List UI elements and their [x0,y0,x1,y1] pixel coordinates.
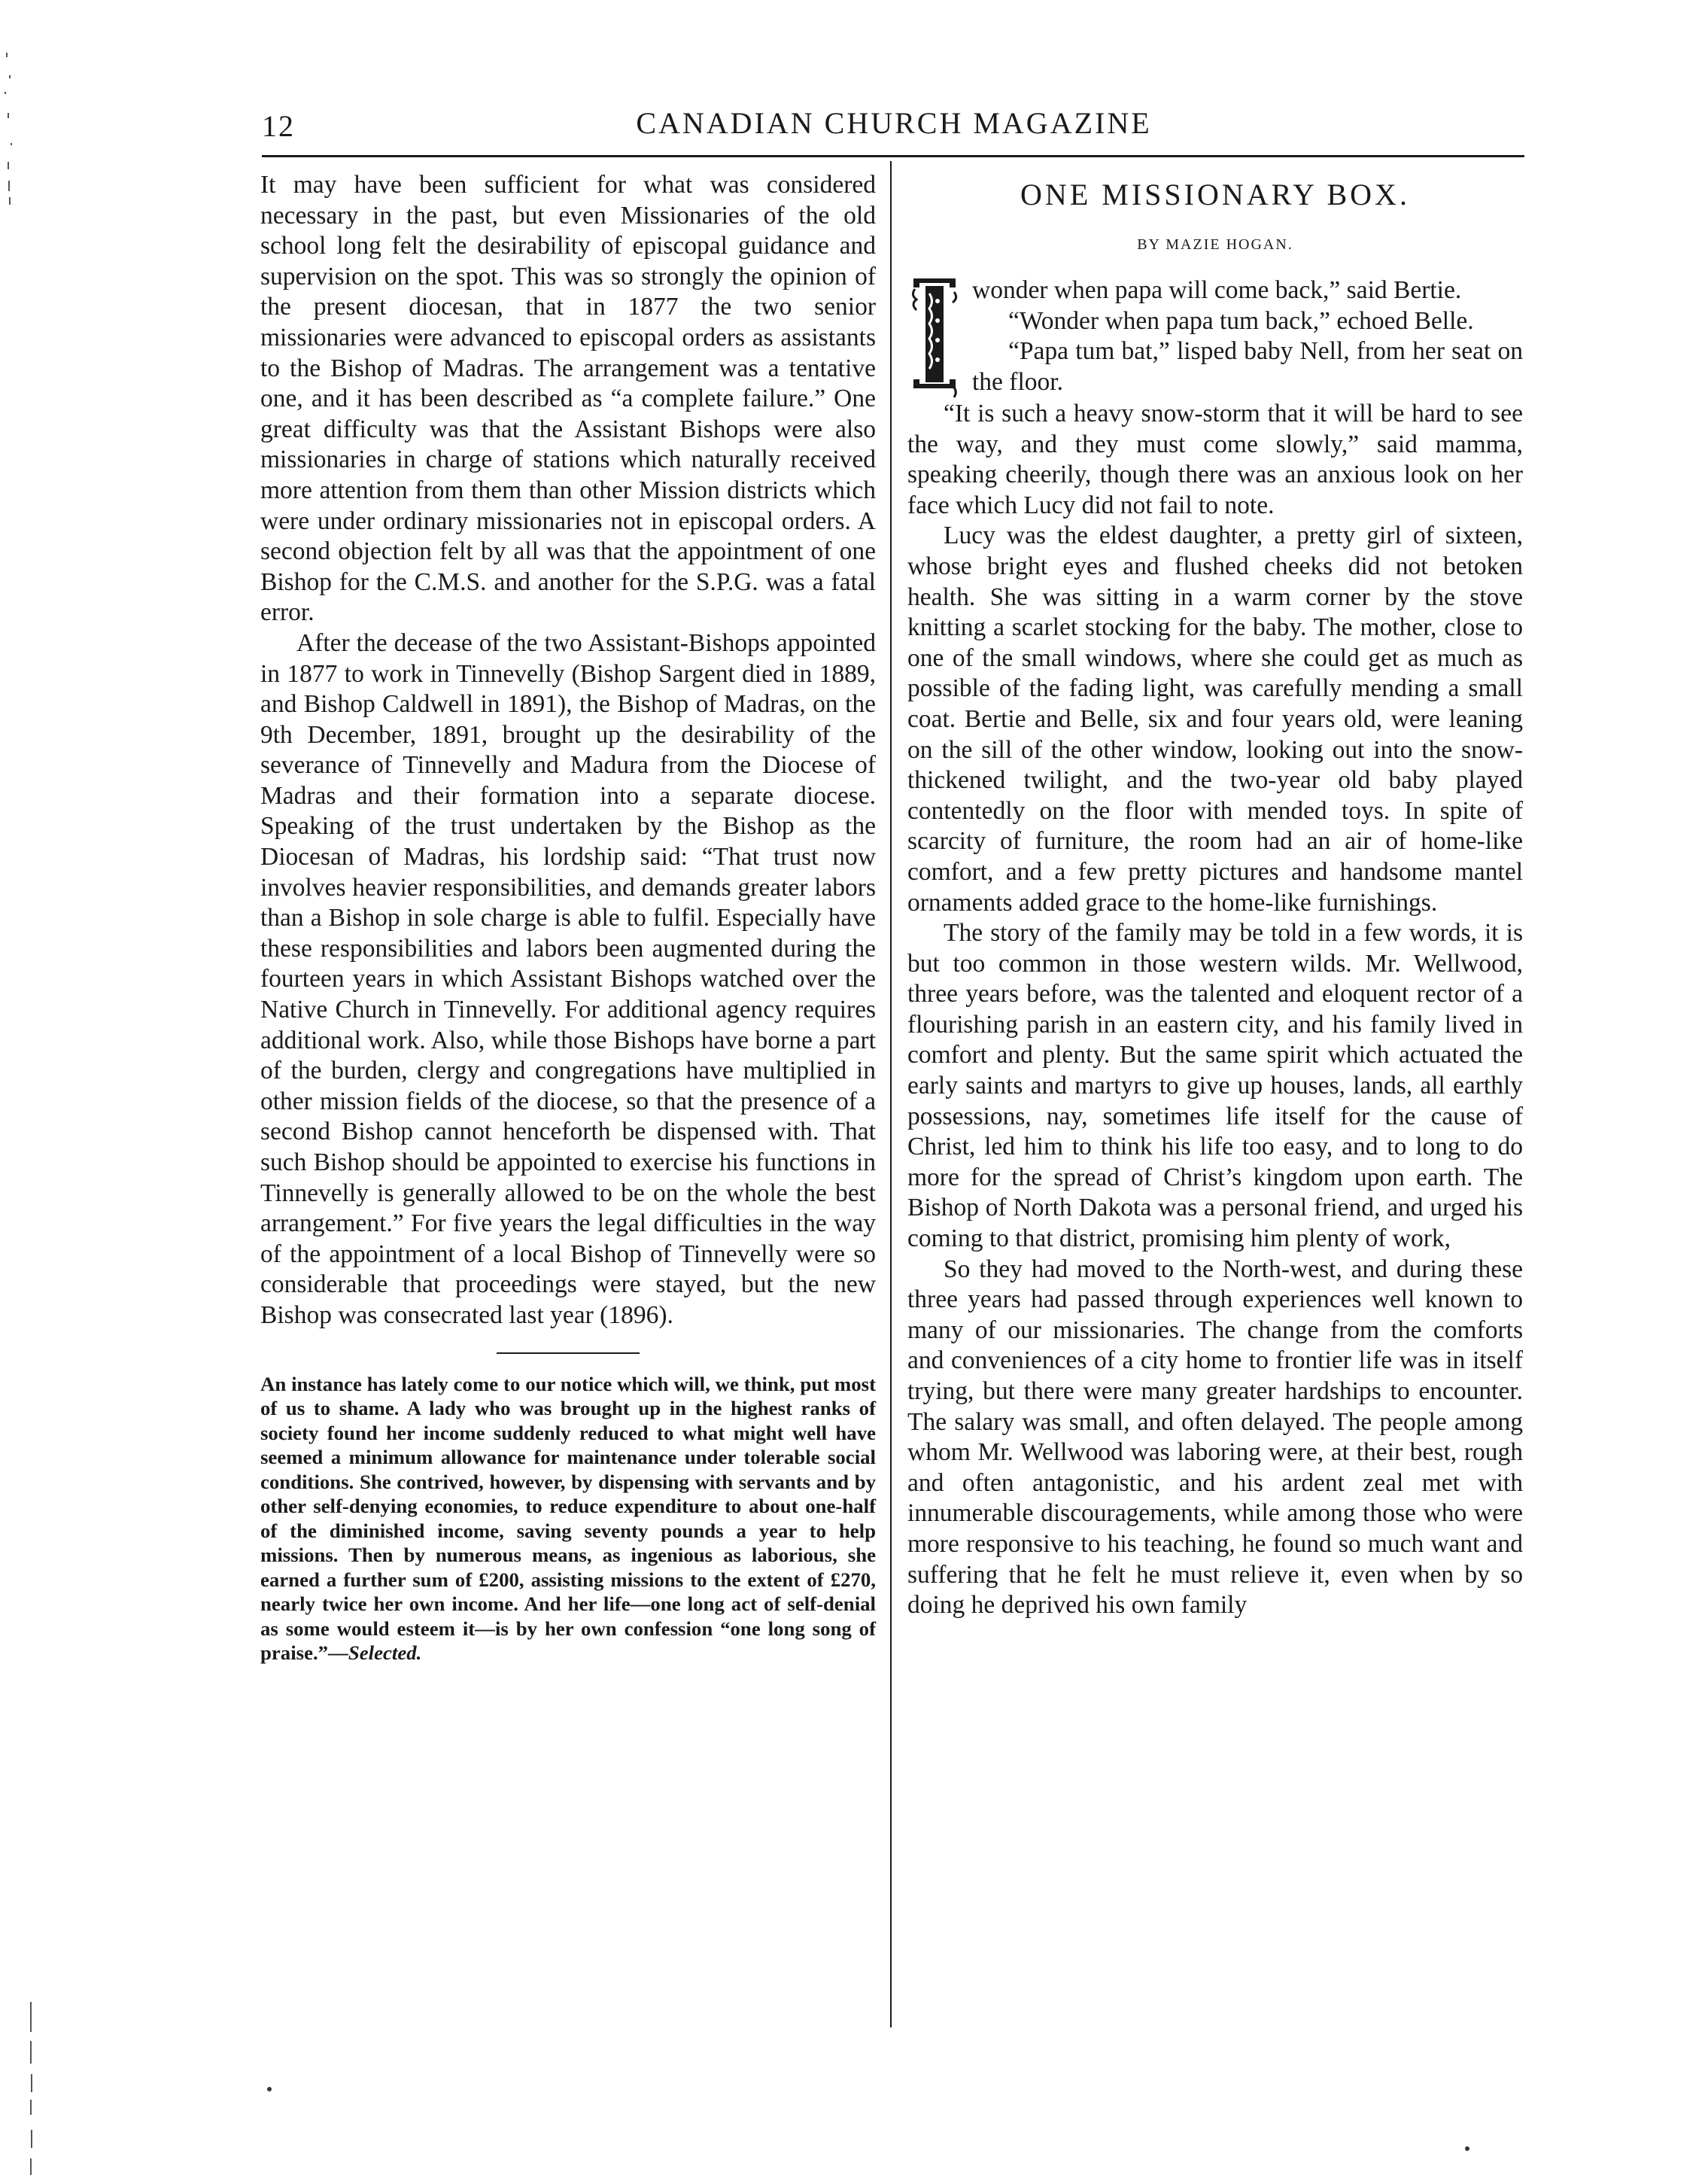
left-paragraph-2: After the decease of the two Assistant-Bishops appointed in 1877 to work in Tinnevelly (Bishop Sargent died in 1889, and Bishop Caldwell in 1891), the Bishop of Madras, on the 9th December, 1891, brought up the desirability of the severance of Tinnevelly and Madura from the Diocese of Madras and their formation into a separate diocese. Speaking of the trust undertaken by the Bishop as the Diocesan of Madras, his lordship said: “That trust now involves heavier responsibilities, and demands greater labors than a Bishop in sole charge is able to fulfil. Especially have these responsibilities and labors been augmented during the fourteen years in which Assistant Bishops watched over the Native Church in Tinnevelly. For additional agency requires additional work. Also, while those Bishops have borne a part of the burden, clergy and congregations have multiplied in other mission fields of the diocese, so that the presence of a second Bishop cannot henceforth be dispensed with. That such Bishop should be appointed to exercise his functions in Tinnevelly is generally allowed to be on the whole the best arrangement.” For five years the legal difficulties in the way of the appointment of a local Bishop of Tinnevelly were so considerable that proceedings were stayed, but the new Bishop was consecrated last year (1896). [260,628,876,1329]
header-rule [262,155,1524,157]
page-header [262,105,1526,151]
right-paragraph-5: The story of the family may be told in a few words, it is but too common in those western wilds. Mr. Wellwood, three years before, was the talented and eloquent rector of a flourishing parish in an eastern city, and his family lived in comfort and plenty. But the same spirit which actuated the early saints and martyrs to give up houses, lands, all earthly possessions, nay, sometimes life itself for the cause of Christ, led him to think his life too easy, and to long to do more for the spread of Christ’s kingdom upon earth. The Bishop of North Dakota was a personal friend, and urged his coming to that district, promising him plenty of work, [907,919,1523,1253]
left-paragraph-1: It may have been sufficient for what was considered necessary in the past, but even Missionaries of the old school long felt the desirability of episcopal guidance and supervision on the spot. This was so strongly the opinion of the present diocesan, that in 1877 the two senior missionaries were advanced to episcopal orders as assistants to the Bishop of Madras. The arrangement was a tentative one, and it has been described as “a complete failure.” One great difficulty was that the Assistant Bishops were also missionaries in charge of stations which naturally received more attention from them than other Mission districts which were under ordinary missionaries not in episcopal orders. A second objection felt by all was that the appointment of one Bishop for the C.M.S. and another for the S.P.G. was a fatal error. [260,171,876,627]
footnote-text: An instance has lately come to our notice which will, we think, put most of us to shame. A lady who was brought up in the highest ranks of society found her income suddenly reduced to what might well have seemed a minimum allowance for maintenance under tolerable social conditions. She contrived, however, by dispensing with servants and by other self-denying economies, to reduce expenditure to about one-half of the diminished income, saving seventy pounds a year to help missions. Then by numerous means, as ingenious as laborious, she earned a further sum of £200, assisting missions to the extent of £270, nearly twice her own income. And her life—one long act of self-denial as some would esteem it—is by her own confession “one long song of praise.”— [260,1372,876,1665]
right-paragraph-3: “It is such a heavy snow-storm that it will be hard to see the way, and they must come slowly,” said mamma, speaking cheerily, though there was an anxious look on her face which Lucy did not fail to note. [907,400,1523,519]
right-paragraph-6: So they had moved to the North-west, and during these three years had passed through experiences well known to many of our missionaries. The change from the comforts and conveniences of a city home to frontier life was in itself trying, but there were many greater hardships to encounter. The salary was small, and often delayed. The people among whom Mr. Wellwood was laboring were, at their best, rough and often antagonistic, and his ardent zeal met with innumerable discouragements, while among those who were more responsive to his teaching, he found so much want and suffering that he felt he must relieve it, even when by so doing he deprived his own family [907,1255,1523,1620]
dropcap-letter [907,275,962,399]
page-number: 12 [262,109,295,143]
article-title: ONE MISSIONARY BOX. [1020,178,1410,211]
right-paragraph-1: “Wonder when papa tum back,” echoed Belle. [1008,306,1474,335]
footnote [260,1372,876,1665]
footnote-source: Selected. [348,1641,422,1665]
column-rule [890,161,892,2027]
article-byline: BY MAZIE HOGAN. [1137,236,1293,253]
running-title: CANADIAN CHURCH MAGAZINE [636,106,1152,140]
margin-marks [0,0,45,2180]
left-column [260,170,876,1665]
margin-specks-graphic [0,0,45,2180]
ornamental-i-icon [907,275,962,399]
right-first-paragraph: wonder when papa will come back,” said Bertie. [972,276,1462,304]
right-column [907,170,1523,1621]
right-paragraph-2: “Papa tum bat,” lisped baby Nell, from her seat on the floor. [972,337,1523,396]
footnote-rule [497,1352,640,1354]
right-paragraph-4: Lucy was the eldest daughter, a pretty girl of sixteen, whose bright eyes and flushed cheeks did not betoken health. She was sitting in a warm corner by the stove knitting a scarlet stocking for the baby. The mother, close to one of the small windows, where she could get as much as possible of the fading light, was carefully mending a small coat. Bertie and Belle, six and four years old, were leaning on the sill of the other window, looking out into the snow-thickened twilight, and the two-year old baby played contentedly on the floor with mended toys. In spite of scarcity of furniture, the room had an air of home-like comfort, and a few pretty pictures and handsome mantel ornaments added grace to the home-like furnishings. [907,522,1523,917]
